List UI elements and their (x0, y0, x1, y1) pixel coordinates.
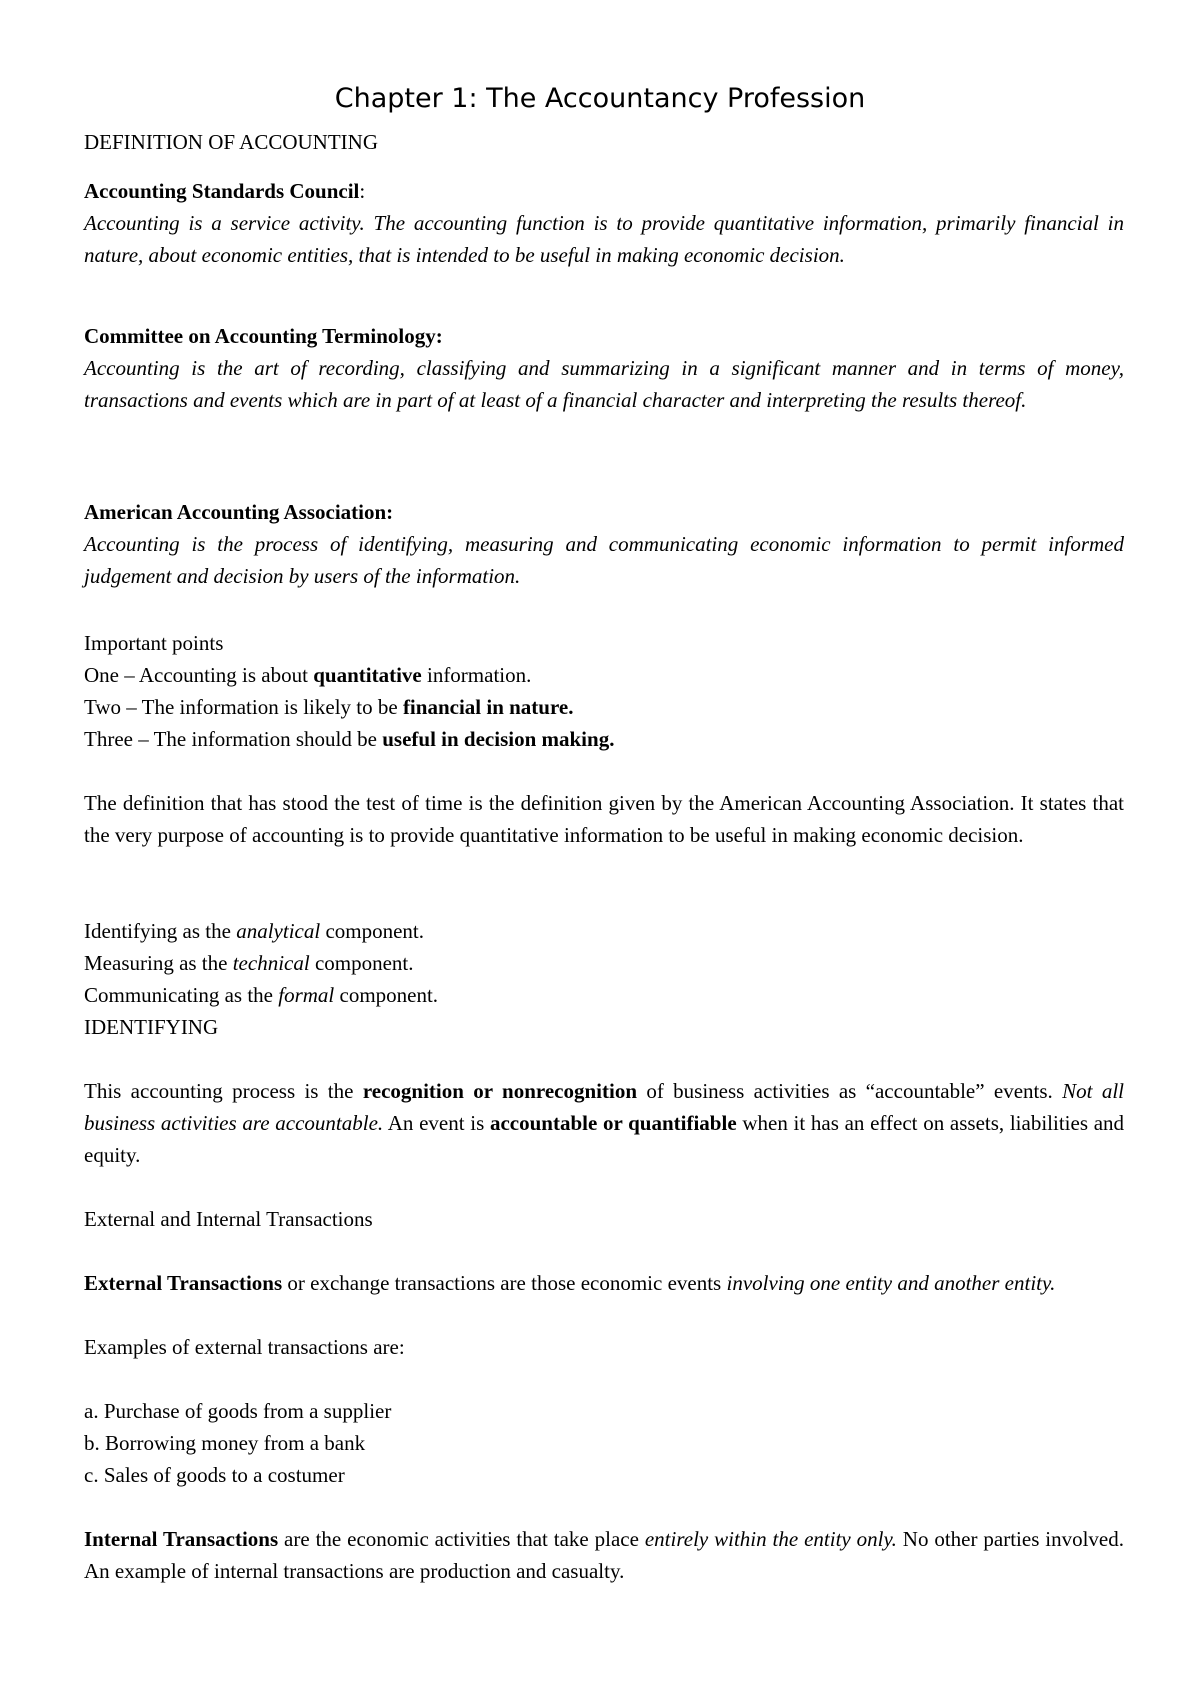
definition-text: Accounting is the art of recording, classifying and summarizing in a significant manner and in terms of money, transactions and events which are in part of at least of a financial character and interpreting the results thereof. (84, 356, 1124, 412)
definition-source: Committee on Accounting Terminology: (84, 324, 443, 348)
examples-intro: Examples of external transactions are: (84, 1335, 405, 1359)
component-item: Measuring as the technical component. (84, 951, 414, 975)
list-item: b. Borrowing money from a bank (84, 1431, 366, 1455)
page-title: Chapter 1: The Accountancy Profession (334, 83, 866, 114)
definition-text: Accounting is the process of identifying, measuring and communicating economic information to permit informed judgement and decision by users of the information. (84, 532, 1124, 588)
definition-source: American Accounting Association: (84, 500, 394, 524)
point-item: Two – The information is likely to be financial in nature. (84, 695, 574, 719)
definition-aaa (84, 496, 1124, 592)
point-item: One – Accounting is about quantitative information. (84, 663, 532, 687)
definition-asc (84, 175, 1124, 271)
section-heading: DEFINITION OF ACCOUNTING (84, 130, 378, 154)
components-list (84, 915, 1124, 1043)
examples-list (84, 1395, 1124, 1491)
point-item: Three – The information should be useful in decision making. (84, 727, 615, 751)
definition-cat (84, 320, 1124, 416)
important-points-heading: Important points (84, 631, 224, 655)
list-item: a. Purchase of goods from a supplier (84, 1399, 392, 1423)
definition-text: Accounting is a service activity. The accounting function is to provide quantitative information, primarily financial in nature, about economic entities, that is intended to be useful in making economic decision. (84, 211, 1124, 267)
component-item: Communicating as the formal component. (84, 983, 439, 1007)
component-item: Identifying as the analytical component. (84, 919, 425, 943)
definition-source: Accounting Standards Council: (84, 179, 366, 203)
stood-test-paragraph: The definition that has stood the test of time is the definition given by the American Accounting Association. It states that the very purpose of accounting is to provide quantitative information to be useful in making economic decision. (84, 791, 1124, 847)
external-transactions-paragraph: External Transactions or exchange transactions are those economic events involving one entity and another entity. (84, 1271, 1056, 1295)
list-item: c. Sales of goods to a costumer (84, 1463, 345, 1487)
identifying-heading: IDENTIFYING (84, 1015, 219, 1039)
important-points (84, 627, 1124, 755)
internal-transactions-paragraph: Internal Transactions are the economic activities that take place entirely within the entity only. No other parties involved. An example of internal transactions are production and casualty. (84, 1527, 1125, 1583)
transactions-heading: External and Internal Transactions (84, 1207, 373, 1231)
identifying-paragraph: This accounting process is the recognition or nonrecognition of business activities as “accountable” events. Not all business activities are accountable. An event is accountable or quantifiable when it has an effect on assets, liabilities and equity. (84, 1079, 1125, 1167)
